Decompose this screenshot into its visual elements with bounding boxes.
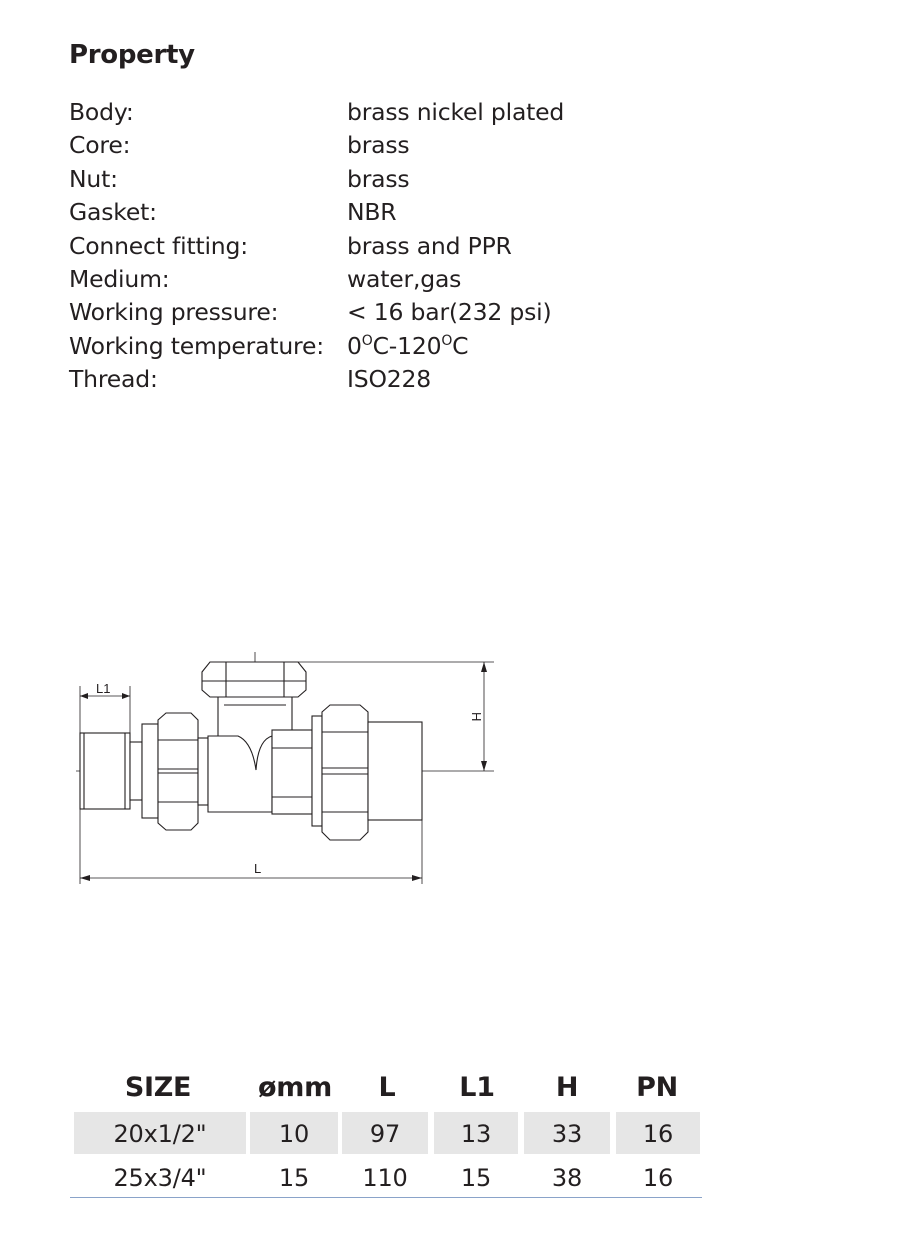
valve-technical-drawing (60, 645, 520, 895)
table-header: PN (636, 1072, 678, 1103)
table-cell: 97 (342, 1112, 428, 1154)
property-label: Medium: (69, 264, 170, 293)
table-bottom-rule (70, 1197, 702, 1198)
property-label: Thread: (69, 365, 158, 394)
dim-label-l1: L1 (96, 681, 111, 696)
temp-part: 0 (347, 331, 362, 360)
dim-label-l: L (254, 861, 262, 876)
property-label: Connect fitting: (69, 231, 248, 260)
temp-degree-sup: O (441, 332, 453, 349)
property-value: brass (347, 131, 410, 160)
table-header: SIZE (124, 1072, 192, 1103)
property-value (347, 330, 468, 363)
table-header: ømm (258, 1072, 332, 1103)
table-cell: 33 (524, 1112, 610, 1154)
property-label: Core: (69, 131, 131, 160)
property-value: brass (347, 164, 410, 193)
property-value: NBR (347, 198, 397, 227)
property-value: water,gas (347, 264, 462, 293)
property-label: Gasket: (69, 198, 157, 227)
table-header: L (378, 1072, 396, 1103)
table-header: L1 (459, 1072, 495, 1103)
property-value: brass and PPR (347, 231, 512, 260)
table-cell: 110 (362, 1164, 408, 1192)
temp-part: C-120 (372, 331, 442, 360)
property-label: Working pressure: (69, 298, 279, 327)
table-cell: 15 (278, 1164, 310, 1192)
table-cell: 16 (642, 1164, 674, 1192)
property-value: brass nickel plated (347, 98, 565, 126)
table-cell: 13 (434, 1112, 518, 1154)
table-header: H (555, 1072, 579, 1103)
table-cell: 38 (551, 1164, 583, 1192)
property-label: Body: (69, 98, 134, 126)
table-cell: 25x3/4" (113, 1164, 207, 1192)
property-value: < 16 bar(232 psi) (347, 298, 552, 327)
section-title: Property (69, 40, 195, 70)
spec-table (70, 1066, 702, 1200)
table-cell: 20x1/2" (74, 1112, 246, 1154)
dim-label-h: H (469, 712, 484, 722)
property-value: ISO228 (347, 365, 431, 394)
table-cell: 10 (250, 1112, 338, 1154)
temp-degree-sup: O (361, 332, 373, 349)
table-cell: 16 (616, 1112, 700, 1154)
table-cell: 15 (460, 1164, 492, 1192)
property-label: Working temperature: (69, 331, 324, 360)
temp-part: C (452, 331, 469, 360)
property-label: Nut: (69, 164, 118, 193)
